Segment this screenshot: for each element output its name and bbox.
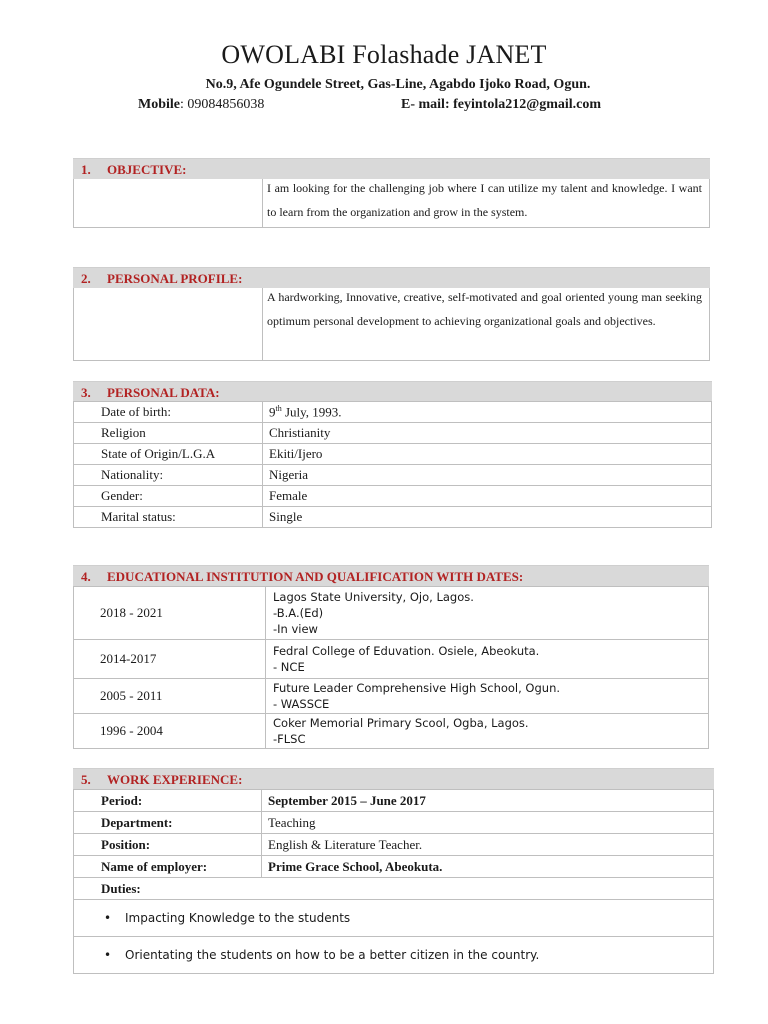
education-details (266, 640, 709, 679)
dob-suffix: th (275, 403, 282, 413)
table-row (74, 812, 714, 834)
field-value (263, 402, 712, 423)
bullet-icon: • (104, 911, 112, 925)
field-label: Religion (74, 423, 263, 444)
list-item (74, 937, 714, 974)
duties-label: Duties: (74, 878, 714, 900)
duty-text: Impacting Knowledge to the students (125, 911, 351, 925)
section-number: 3. (81, 385, 91, 400)
table-row (74, 878, 714, 900)
education-dates: 2014-2017 (74, 640, 266, 679)
duty-item (74, 900, 714, 937)
profile-text: A hardworking, Innovative, creative, self-motivated and goal oriented young man seeking optimum personal development to achieving organizational goals and objectives. (267, 290, 702, 328)
field-value: English & Literature Teacher. (262, 834, 714, 856)
table-row (74, 856, 714, 878)
section-header-work (73, 768, 714, 789)
mobile-number: : 09084856038 (180, 97, 265, 112)
field-value: Teaching (262, 812, 714, 834)
duty-item (74, 937, 714, 974)
field-value: Ekiti/Ijero (263, 444, 712, 465)
field-value: Single (263, 507, 712, 528)
field-value: September 2015 – June 2017 (262, 790, 714, 812)
qualification: - NCE (273, 660, 305, 674)
qualification: -B.A.(Ed) (273, 606, 324, 620)
section-title: WORK EXPERIENCE: (107, 772, 243, 787)
address: No.9, Afe Ogundele Street, Gas-Line, Agabdo Ijoko Road, Ogun. (205, 77, 591, 92)
field-label: Nationality: (74, 465, 263, 486)
section-number: 5. (81, 772, 91, 787)
section-title: OBJECTIVE: (107, 162, 187, 177)
table-row (74, 423, 712, 444)
field-label: Period: (74, 790, 262, 812)
institution: Fedral College of Eduvation. Osiele, Abeokuta. (273, 644, 540, 658)
field-label: Department: (74, 812, 262, 834)
section-header-personal-data (73, 381, 712, 402)
table-row (74, 465, 712, 486)
list-item (74, 900, 714, 937)
section-number: 2. (81, 271, 91, 286)
education-details (266, 679, 709, 714)
qualification-note: -In view (273, 622, 318, 636)
field-value: Prime Grace School, Abeokuta. (262, 856, 714, 878)
field-label: Position: (74, 834, 262, 856)
section-title: PERSONAL PROFILE: (107, 271, 243, 286)
field-label: Gender: (74, 486, 263, 507)
table-row (74, 444, 712, 465)
mobile-label: Mobile (138, 97, 180, 112)
section-header-education (73, 565, 709, 586)
field-label: Marital status: (74, 507, 263, 528)
contact-line (138, 97, 638, 113)
institution: Future Leader Comprehensive High School, Ogun. (273, 681, 561, 695)
education-dates: 2005 - 2011 (74, 679, 266, 714)
education-table (73, 586, 709, 749)
candidate-name: OWOLABI Folashade JANET (221, 40, 547, 69)
qualification: - WASSCE (273, 697, 330, 711)
education-details (266, 714, 709, 749)
institution: Coker Memorial Primary Scool, Ogba, Lagos. (273, 716, 529, 730)
table-row (74, 790, 714, 812)
field-label: State of Origin/L.G.A (74, 444, 263, 465)
field-value: Nigeria (263, 465, 712, 486)
work-table (73, 789, 714, 974)
institution: Lagos State University, Ojo, Lagos. (273, 590, 474, 604)
field-label: Date of birth: (74, 402, 263, 423)
bullet-icon: • (104, 948, 112, 962)
duty-text: Orientating the students on how to be a better citizen in the country. (125, 948, 540, 962)
section-title: PERSONAL DATA: (107, 385, 220, 400)
dob-rest: July, 1993. (281, 404, 342, 420)
qualification: -FLSC (273, 732, 306, 746)
objective-text: I am looking for the challenging job where I can utilize my talent and knowledge. I want to learn from the organization and grow in the system. (267, 181, 702, 219)
field-value: Christianity (263, 423, 712, 444)
table-row (74, 507, 712, 528)
education-dates: 2018 - 2021 (74, 587, 266, 640)
table-row (74, 714, 709, 749)
section-number: 1. (81, 162, 91, 177)
section-number: 4. (81, 569, 91, 584)
dob-day: 9 (269, 404, 276, 420)
table-row (74, 587, 709, 640)
table-row (74, 486, 712, 507)
education-details (266, 587, 709, 640)
table-row (74, 834, 714, 856)
table-row (74, 402, 712, 423)
table-row (74, 640, 709, 679)
education-dates: 1996 - 2004 (74, 714, 266, 749)
field-label: Name of employer: (74, 856, 262, 878)
table-row (74, 679, 709, 714)
email: E- mail: feyintola212@gmail.com (401, 97, 602, 112)
section-title: EDUCATIONAL INSTITUTION AND QUALIFICATION WITH DATES: (107, 569, 524, 584)
personal-data-table (73, 401, 712, 528)
field-value: Female (263, 486, 712, 507)
